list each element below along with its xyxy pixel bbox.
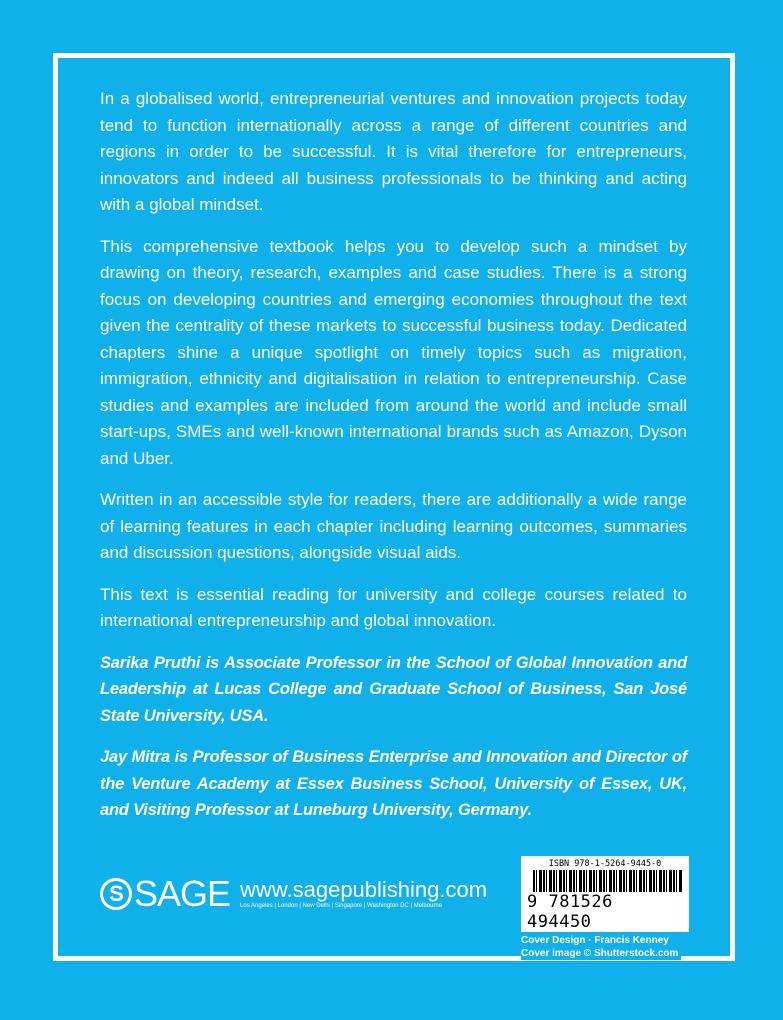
author-bio: Sarika Pruthi is Associate Professor in the School of Global Innovation and Leadership at Lucas College and Graduate School of Business, San José State University, USA.: [100, 653, 687, 725]
author-bio: Jay Mitra is Professor of Business Enterprise and Innovation and Director of the Venture Academy at Essex Business School, University of Essex, UK, and Visiting Professor at Luneburg University, Germany.: [100, 748, 687, 819]
blurb: [100, 86, 687, 839]
credits: [521, 934, 681, 960]
isbn-text: ISBN 978-1-5264-9445-0: [548, 859, 662, 869]
sage-logo: [100, 873, 230, 915]
isbn-barcode: [521, 856, 689, 932]
publisher-url: www.sagepublishing.com: [240, 877, 488, 902]
blurb-paragraph: This text is essential reading for university and college courses related to international entrepreneurship and global innovation.: [100, 584, 687, 630]
cover-design-credit: Cover Design · Francis Kenney: [521, 935, 669, 946]
blurb-paragraph: In a globalised world, entrepreneurial ventures and innovation projects today tend to function internationally across a range of different countries and regions in order to be successful. It is vital therefore for entrepreneurs, innovators and indeed all business professionals to be thinking and acting with a global mindset.: [100, 89, 687, 214]
publisher-cities: Los Angeles | London | New Delhi | Singapore | Washington DC | Melbourne: [240, 903, 443, 909]
blurb-paragraph: This comprehensive textbook helps you to develop such a mindset by drawing on theory, research, examples and case studies. There is a strong focus on developing countries and emerging economies throughout the text given the centrality of these markets to successful business today. Dedicated chapters shine a unique spotlight on timely topics such as migration, immigration, ethnicity and digitalisation in relation to entrepreneurship. Case studies and examples are included from around the world and include small start-ups, SMEs and well-known international brands such as Amazon, Dyson and Uber.: [100, 236, 687, 468]
cover-image-credit: Cover image © Shutterstock.com: [521, 948, 679, 959]
barcode-digits: 9 781526 494450: [525, 892, 689, 932]
sage-logo-icon: S: [100, 878, 132, 910]
sage-wordmark: SAGE: [134, 873, 231, 914]
publisher-logo: [100, 873, 487, 915]
blurb-paragraph: Written in an accessible style for readers, there are additionally a wide range of learning features in each chapter including learning outcomes, summaries and discussion questions, alongside visual aids.: [100, 490, 687, 562]
